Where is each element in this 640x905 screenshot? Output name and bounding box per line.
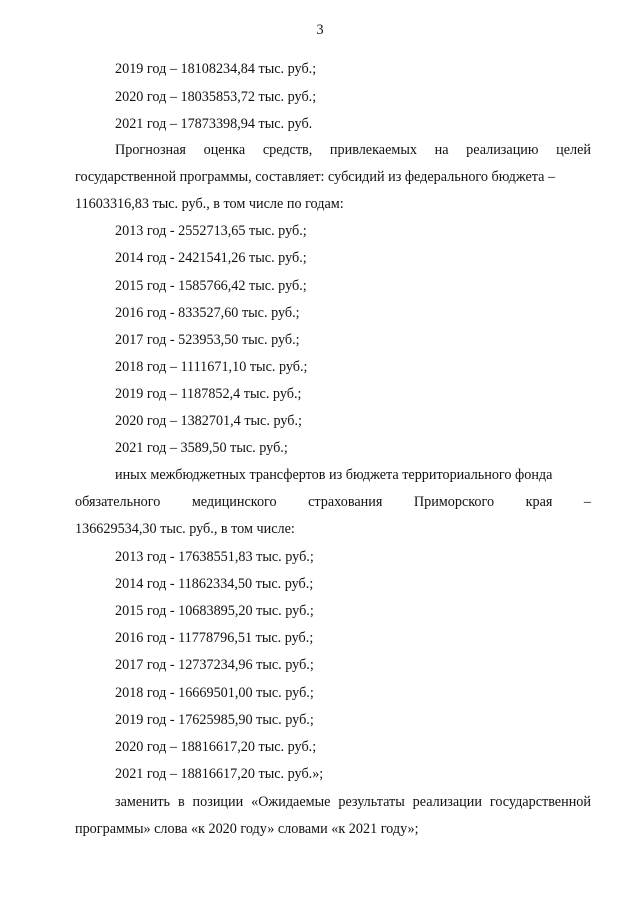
word: медицинского <box>191 494 277 510</box>
transfer-year-line: 2020 год – 18816617,20 тыс. руб.; <box>115 739 317 755</box>
subsidy-year-line: 2019 год – 1187852,4 тыс. руб.; <box>115 386 302 402</box>
transfer-year-line: 2019 год - 17625985,90 тыс. руб.; <box>115 712 314 728</box>
word: оценка <box>203 142 246 158</box>
top-year-line: 2021 год – 17873398,94 тыс. руб. <box>115 116 313 132</box>
transfer-year-line: 2021 год – 18816617,20 тыс. руб.»; <box>115 766 324 782</box>
word: на <box>434 142 449 158</box>
subsidy-year-line: 2017 год - 523953,50 тыс. руб.; <box>115 332 300 348</box>
word: целей <box>556 142 591 158</box>
word: Прогнозная <box>115 142 186 158</box>
word: результаты <box>338 794 405 810</box>
paragraph-transfers-line3: 136629534,30 тыс. руб., в том числе: <box>75 521 295 537</box>
word: государственной <box>489 794 591 810</box>
subsidy-year-line: 2013 год - 2552713,65 тыс. руб.; <box>115 223 307 239</box>
subsidy-year-line: 2015 год - 1585766,42 тыс. руб.; <box>115 278 307 294</box>
transfer-year-line: 2017 год - 12737234,96 тыс. руб.; <box>115 657 314 673</box>
transfer-year-line: 2014 год - 11862334,50 тыс. руб.; <box>115 576 314 592</box>
paragraph-replace-line2: программы» слова «к 2020 году» словами «к 2021 году»; <box>75 821 419 837</box>
top-year-line: 2019 год – 18108234,84 тыс. руб.; <box>115 61 317 77</box>
page-number: 3 <box>316 22 324 38</box>
word: привлекаемых <box>329 142 417 158</box>
paragraph-forecast-line1 <box>115 142 591 159</box>
transfer-year-line: 2018 год - 16669501,00 тыс. руб.; <box>115 685 314 701</box>
transfer-year-line: 2016 год - 11778796,51 тыс. руб.; <box>115 630 314 646</box>
word: обязательного <box>75 494 161 510</box>
subsidy-year-line: 2020 год – 1382701,4 тыс. руб.; <box>115 413 302 429</box>
subsidy-year-line: 2014 год - 2421541,26 тыс. руб.; <box>115 250 307 266</box>
subsidy-year-line: 2018 год – 1111671,10 тыс. руб.; <box>115 359 308 375</box>
word: в <box>177 794 185 810</box>
paragraph-transfers-line1: иных межбюджетных трансфертов из бюджета территориального фонда <box>115 467 553 483</box>
word: «Ожидаемые <box>251 794 331 810</box>
paragraph-forecast-line2: государственной программы, составляет: субсидий из федерального бюджета – <box>75 169 556 185</box>
word: средств, <box>262 142 313 158</box>
word: – <box>583 494 591 510</box>
transfer-year-line: 2015 год - 10683895,20 тыс. руб.; <box>115 603 314 619</box>
subsidy-year-line: 2021 год – 3589,50 тыс. руб.; <box>115 440 288 456</box>
top-year-line: 2020 год – 18035853,72 тыс. руб.; <box>115 89 317 105</box>
transfer-year-line: 2013 год - 17638551,83 тыс. руб.; <box>115 549 314 565</box>
word: позиции <box>192 794 244 810</box>
paragraph-forecast-line3: 11603316,83 тыс. руб., в том числе по годам: <box>75 196 344 212</box>
word: реализацию <box>466 142 539 158</box>
word: заменить <box>115 794 171 810</box>
word: страхования <box>308 494 383 510</box>
word: края <box>525 494 553 510</box>
paragraph-replace-line1 <box>115 794 591 811</box>
subsidy-year-line: 2016 год - 833527,60 тыс. руб.; <box>115 305 300 321</box>
word: реализации <box>412 794 482 810</box>
paragraph-transfers-line2 <box>75 494 591 511</box>
word: Приморского <box>413 494 495 510</box>
